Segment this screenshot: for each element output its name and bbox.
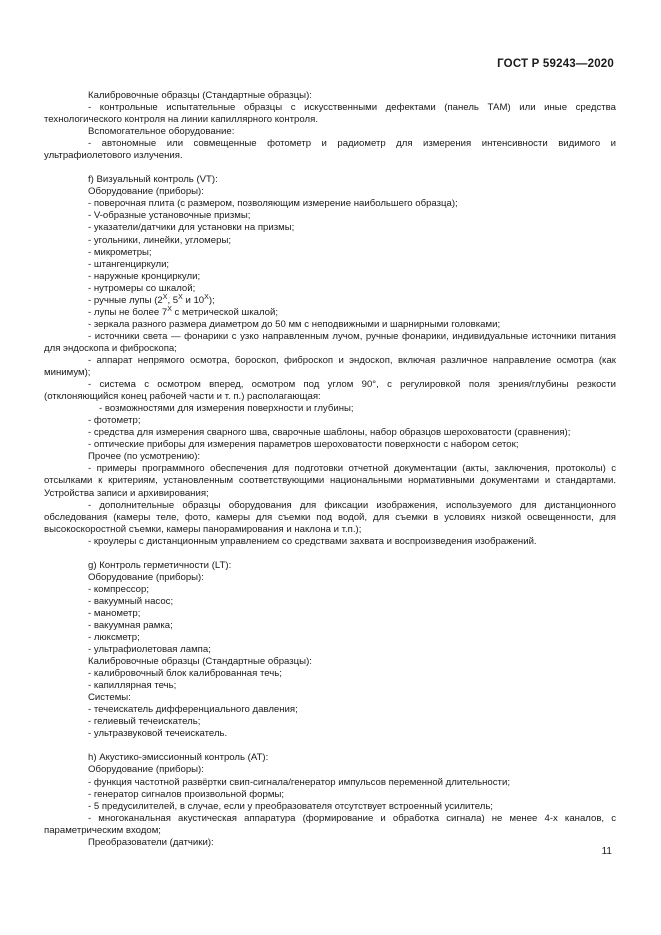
text-line: Калибровочные образцы (Стандартные образцы):: [88, 90, 312, 101]
list-item: - капиллярная течь;: [88, 680, 177, 692]
list-item: - штангенциркули;: [88, 258, 170, 270]
section-title-h: h) Акустико-эмиссионный контроль (AT):: [88, 752, 269, 764]
list-item: - люксметр;: [88, 632, 140, 644]
list-item: - зеркала разного размера диаметром до 50 мм с неподвижными и шарнирными головками;: [88, 318, 501, 330]
list-item: - примеры программного обеспечения для подготовки отчетной документации (акты, заключения, протоколы) с отсылками к критериям, установленным соответствующими национальными нормативными документами и стандартами. Устройства записи и архивирования;: [44, 463, 616, 499]
text-line: Системы:: [88, 692, 131, 704]
document-code: ГОСТ Р 59243—2020: [497, 58, 614, 70]
list-item: - кроулеры с дистанционным управлением со средствами захвата и воспроизведения изображений.: [88, 535, 537, 547]
text-line: Оборудование (приборы):: [88, 764, 204, 776]
list-item: - многоканальная акустическая аппаратура (формирование и обработка сигнала) не менее 4-х каналов, с параметрическим входом;: [44, 812, 616, 836]
list-item: - генератор сигналов произвольной формы;: [88, 788, 285, 800]
section-title-g: g) Контроль герметичности (LT):: [88, 559, 232, 571]
list-item: - вакуумная рамка;: [88, 619, 173, 631]
list-item: - микрометры;: [88, 246, 152, 258]
list-item: - дополнительные образцы оборудования для фиксации изображения, используемого для дистанционного обследования (камеры теле, фото, камеры для съемки под водой, для съемки в условиях низкой освещенности, для высокоскоростной съемки, камеры панорамирования и наклона и т.п.);: [44, 499, 616, 535]
document-body: [44, 90, 616, 849]
list-item: - компрессор;: [88, 583, 150, 595]
list-item: - калибровочный блок калиброванная течь;: [88, 668, 282, 680]
text-line: Прочее (по усмотрению):: [88, 451, 201, 463]
list-item: - ультрафиолетовая лампа;: [88, 644, 211, 656]
list-item: - источники света — фонарики с узко направленным лучом, ручные фонарики, индивидуальные источники питания для эндоскопа и фиброскопа;: [44, 330, 616, 354]
list-item: - течеискатель дифференциального давления;: [88, 704, 298, 716]
section-title-f: f) Визуальный контроль (VT):: [88, 174, 218, 186]
list-item: - система с осмотром вперед, осмотром под углом 90°, с регулировкой поля зрения/глубины резкости (отклоняющийся конец рабочей части и т. п.) располагающая:: [44, 379, 616, 403]
list-item: - угольники, линейки, угломеры;: [88, 234, 232, 246]
text-line: - автономные или совмещенные фотометр и радиометр для измерения интенсивности видимого и ультрафиолетового излучения.: [44, 138, 616, 162]
list-item: - средства для измерения сварного шва, сварочные шаблоны, набор образцов шероховатости (сравнения);: [88, 427, 571, 439]
text-line: Калибровочные образцы (Стандартные образцы):: [88, 656, 312, 668]
list-item: - наружные кронциркули;: [88, 270, 201, 282]
text-line: Вспомогательное оборудование:: [88, 126, 235, 138]
list-item: - вакуумный насос;: [88, 595, 174, 607]
text-line: Оборудование (приборы):: [88, 186, 204, 198]
list-item: - фотометр;: [88, 415, 141, 427]
list-item: - оптические приборы для измерения параметров шероховатости поверхности с набором сеток;: [88, 439, 519, 451]
text-line: Оборудование (приборы):: [88, 571, 204, 583]
list-item: - поверочная плита (с размером, позволяющим измерение наибольшего образца);: [88, 198, 458, 210]
text-line: Преобразователи (датчики):: [88, 836, 214, 848]
list-item: - аппарат непрямого осмотра, бороскоп, фиброскоп и эндоскоп, включая различное направление осмотра (как минимум);: [44, 354, 616, 379]
list-item: - функция частотной развёртки свип-сигнала/генератор импульсов переменной длительности;: [88, 776, 510, 788]
list-item: - ультразвуковой течеискатель.: [88, 728, 228, 740]
text-line: - контрольные испытательные образцы с искусственными дефектами (панель ТАМ) или иные средства технологического контроля на линии капиллярного контроля.: [44, 102, 616, 126]
list-item: - возможностями для измерения поверхности и глубины;: [99, 403, 354, 415]
list-item: - гелиевый течеискатель;: [88, 716, 201, 728]
list-item: - нутромеры со шкалой;: [88, 282, 196, 294]
list-item: - лупы не более $7^X$ с метрической шкалой;: [88, 305, 279, 318]
page-number: 11: [601, 846, 612, 857]
list-item: - V-образные установочные призмы;: [88, 210, 251, 222]
list-item: - манометр;: [88, 607, 141, 619]
list-item: - указатели/датчики для установки на призмы;: [88, 222, 295, 234]
list-item: - 5 предусилителей, в случае, если у преобразователя отсутствует встроенный усилитель;: [88, 800, 493, 812]
list-item: - ручные лупы ($2^X$, $5^X$ и $10^X$);: [88, 293, 215, 306]
